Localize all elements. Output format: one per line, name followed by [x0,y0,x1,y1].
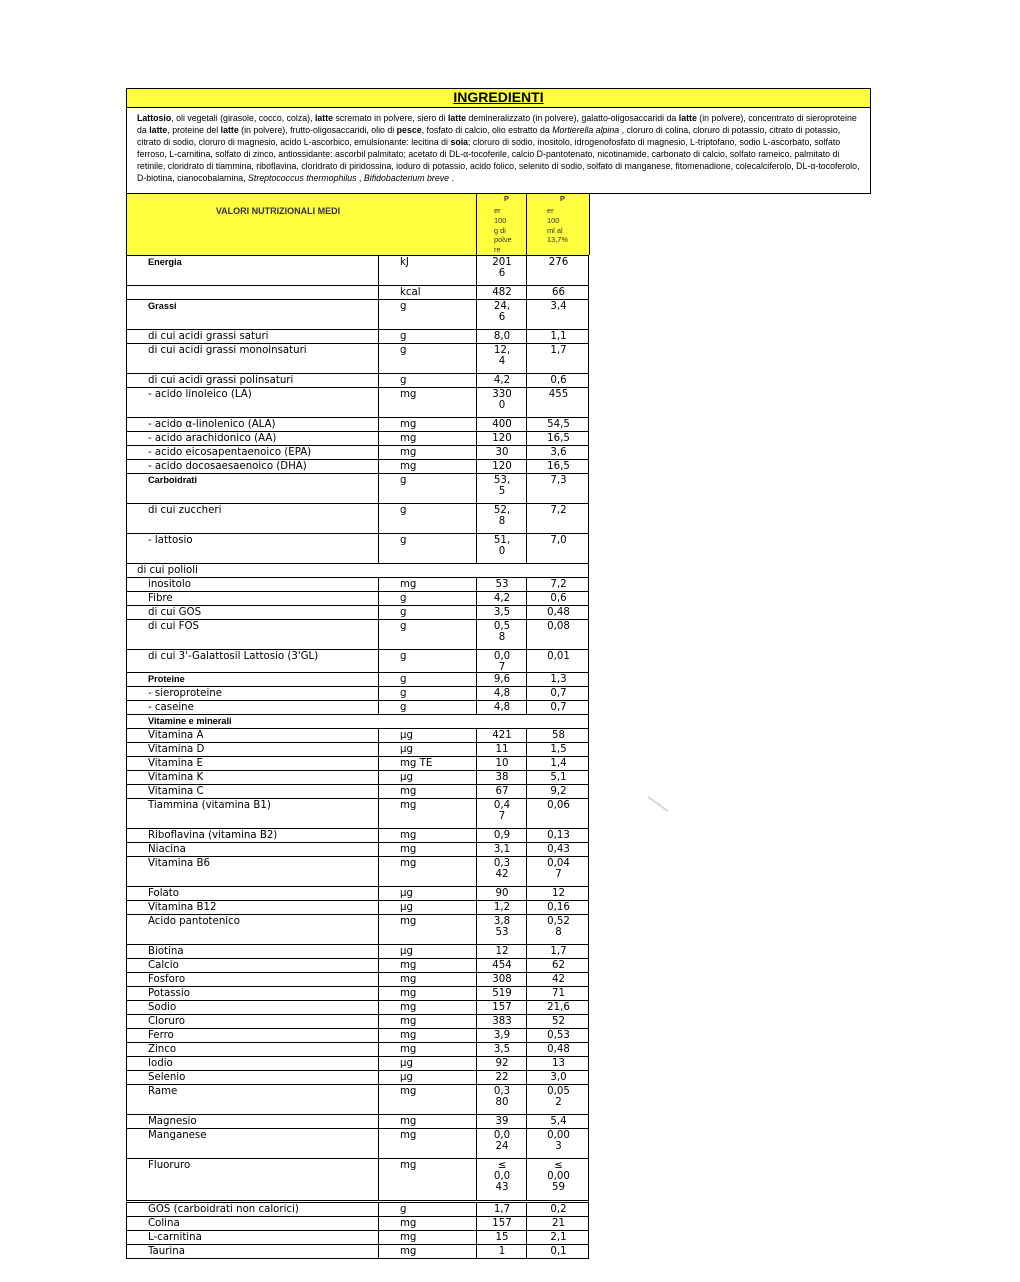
value-per-100ml: 1,1 [526,330,590,344]
table-row [126,446,589,460]
nutrient-name: Vitamina E [148,758,203,769]
value-per-100g: 454 [476,959,527,973]
value-per-100ml: 71 [526,987,590,1001]
ingredient-segment: latte [220,125,239,135]
value-per-100g: ≤ 0,0 43 [476,1159,527,1201]
nutrient-name: di cui 3'-Galattosil Lattosio (3'GL) [148,651,319,662]
nutrient-name: di cui acidi grassi polinsaturi [148,375,294,386]
nutrient-unit: µg [378,901,476,914]
nutrient-unit: mg [378,1115,476,1128]
value-per-100ml: 0,01 [526,650,590,673]
table-row [126,987,589,1001]
value-per-100g: 3,5 [476,606,527,620]
nutrient-unit: mg [378,1001,476,1014]
value-per-100g: 52, 8 [476,504,527,534]
nutrient-unit: g [378,374,476,387]
nutrient-name: inositolo [148,579,191,590]
nutrient-unit: µg [378,1071,476,1084]
value-per-100g: 3,8 53 [476,915,527,945]
value-per-100ml: 66 [526,286,590,300]
table-row [126,504,589,534]
value-per-100g: 0,9 [476,829,527,843]
value-per-100ml: 21 [526,1217,590,1231]
value-per-100ml: 3,0 [526,1071,590,1085]
per-100ml-header-rest: er 100 ml al 13,7% [547,206,568,245]
ingredients-box [126,88,871,194]
nutrient-name: - caseine [148,702,194,713]
value-per-100g: 0,3 42 [476,857,527,887]
nutrient-unit: g [378,344,476,373]
value-per-100g: 157 [476,1217,527,1231]
nutrient-name: - acido linoleico (LA) [148,389,252,400]
nutrient-unit: mg [378,973,476,986]
nutrient-name: Fibre [148,593,173,604]
ingredient-segment: demineralizzato (in polvere), galatto-oligosaccaridi da [466,113,679,123]
nutrient-name: Acido pantotenico [148,916,240,927]
nutrient-name: Taurina [148,1246,185,1257]
table-row [126,1071,589,1085]
table-row [126,474,589,504]
per-100ml-column-header [526,194,590,255]
nutrient-name: Rame [148,1086,178,1097]
value-per-100g: 0,3 80 [476,1085,527,1115]
ingredient-segment: . [449,173,454,183]
value-per-100ml: 7,2 [526,578,590,592]
ingredient-segment: Lattosio [137,113,172,123]
value-per-100ml: 455 [526,388,590,418]
nutrient-unit: g [378,650,476,672]
nutrient-name: Potassio [148,988,190,999]
value-per-100g: 4,2 [476,374,527,388]
table-row [126,344,589,374]
nutrient-name: Cloruro [148,1016,186,1027]
table-row [126,1115,589,1129]
nutrient-unit: mg [378,829,476,842]
value-per-100ml: 0,53 [526,1029,590,1043]
value-per-100g: 0,0 24 [476,1129,527,1159]
table-row [126,915,589,945]
value-per-100g: 8,0 [476,330,527,344]
table-row [126,715,589,729]
table-row [126,1057,589,1071]
value-per-100g: 12 [476,945,527,959]
nutrient-unit: mg [378,1217,476,1230]
nutrient-name: Energia [148,257,182,267]
value-per-100ml: 0,43 [526,843,590,857]
value-per-100ml: 16,5 [526,460,590,474]
value-per-100ml: 276 [526,256,590,286]
ingredient-segment: Bifidobacterium breve [363,173,449,183]
value-per-100g: 421 [476,729,527,743]
nutrient-name: Ferro [148,1030,174,1041]
nutrient-name: Tiammina (vitamina B1) [148,800,271,811]
nutrient-unit: mg [378,799,476,828]
nutrient-name: L-carnitina [148,1232,202,1243]
nutrient-unit: g [378,606,476,619]
nutrient-unit: mg TE [378,757,476,770]
table-row [126,843,589,857]
table-row [126,771,589,785]
value-per-100g: 24, 6 [476,300,527,330]
value-per-100g: 51, 0 [476,534,527,564]
nutrient-unit: µg [378,887,476,900]
value-per-100g: 53 [476,578,527,592]
table-row [126,1217,589,1231]
value-per-100g: 22 [476,1071,527,1085]
ingredient-segment: latte [314,113,334,123]
value-per-100ml: 0,05 2 [526,1085,590,1115]
table-row [126,673,589,687]
value-per-100ml: 3,4 [526,300,590,330]
nutrient-unit: mg [378,388,476,417]
value-per-100g: 67 [476,785,527,799]
value-per-100ml: 0,48 [526,1043,590,1057]
value-per-100ml: ≤ 0,00 59 [526,1159,590,1201]
ingredient-segment: latte [447,113,467,123]
ingredient-segment: Streptococcus thermophilus [248,173,357,183]
value-per-100ml: 0,7 [526,687,590,701]
table-row [126,887,589,901]
table-row [126,1001,589,1015]
table-row [126,1085,589,1115]
value-per-100g: 3,1 [476,843,527,857]
value-per-100g: 157 [476,1001,527,1015]
table-row [126,829,589,843]
value-per-100ml: 5,1 [526,771,590,785]
nutrient-unit: g [378,474,476,503]
value-per-100ml: 42 [526,973,590,987]
table-row [126,799,589,829]
nutrient-name: Vitamina B6 [148,858,210,869]
nutrient-unit: mg [378,1015,476,1028]
value-per-100ml: 0,52 8 [526,915,590,945]
table-row [126,945,589,959]
value-per-100g: 10 [476,757,527,771]
table-row [126,1159,589,1203]
value-per-100g: 92 [476,1057,527,1071]
nutrient-name: di cui zuccheri [148,505,222,516]
value-per-100g: 38 [476,771,527,785]
nutrient-unit: µg [378,743,476,756]
table-row [126,418,589,432]
nutrient-unit: g [378,592,476,605]
value-per-100ml: 3,6 [526,446,590,460]
nutrient-name: Colina [148,1218,180,1229]
table-row [126,330,589,344]
nutrient-unit: kcal [378,286,476,299]
nutrient-name: Vitamina K [148,772,204,783]
value-per-100ml: 0,06 [526,799,590,829]
value-per-100g: 9,6 [476,673,527,687]
ingredient-segment: , fosfato di calcio, olio estratto da [421,125,553,135]
ingredient-segment: latte [149,125,168,135]
value-per-100g: 330 0 [476,388,527,418]
value-per-100ml: 1,7 [526,344,590,374]
table-row [126,592,589,606]
nutrition-header-label: VALORI NUTRIZIONALI MEDI [215,206,341,216]
table-row [126,1043,589,1057]
value-per-100ml: 0,7 [526,701,590,715]
value-per-100g: 1,7 [476,1203,527,1217]
ingredient-segment: , oli vegetali (girasole, cocco, colza), [171,113,315,123]
nutrient-name: Sodio [148,1002,177,1013]
per-100ml-header-p: P [560,194,565,203]
value-per-100g: 39 [476,1115,527,1129]
value-per-100g: 519 [476,987,527,1001]
nutrition-table-header [126,194,589,256]
nutrient-name: Vitamina D [148,744,205,755]
table-row [126,1231,589,1245]
value-per-100g: 90 [476,887,527,901]
value-per-100g: 4,8 [476,701,527,715]
table-row [126,1015,589,1029]
per-100g-header-rest: er 100 g di polve re [494,206,512,255]
ingredient-segment: (in polvere), frutto-oligosaccaridi, olio di [238,125,397,135]
nutrient-unit: mg [378,857,476,886]
value-per-100ml: 7,3 [526,474,590,504]
ingredient-segment: ; cloruro di sodio, inositolo, idrogenofosfato di magnesio, L-triptofano, sodio L-ascorbato, solfato ferroso, L-carnitina, solfato di zinco, antiossidante: ascorbil palmitato; acetato di DL-α-tocoferile, calcio D-pantotenato, nicotinamide, carbonato di calcio, solfato rameico, palmitato di retinile, cloridrato di tiammina, riboflavina, cloridrato di piridossina, ioduro di potassio, acido folico, selenito di sodio, solfato di manganese, fitomenadione, colecalciferolo, DL-α-tocoferolo, D-biotina, cianocobalamina, [137,137,860,183]
nutrient-unit: g [378,1203,476,1216]
table-row [126,687,589,701]
per-100g-header-p: P [504,194,509,203]
nutrient-unit: g [378,534,476,563]
value-per-100g: 11 [476,743,527,757]
nutrient-unit: g [378,300,476,329]
nutrient-name: - lattosio [148,535,193,546]
value-per-100ml: 21,6 [526,1001,590,1015]
nutrient-unit: mg [378,1029,476,1042]
nutrient-name: di cui polioli [137,565,198,576]
value-per-100ml: 1,4 [526,757,590,771]
value-per-100ml: 0,04 7 [526,857,590,887]
value-per-100ml: 54,5 [526,418,590,432]
nutrient-unit: mg [378,1129,476,1158]
value-per-100g: 308 [476,973,527,987]
value-per-100ml: 58 [526,729,590,743]
value-per-100ml: 7,0 [526,534,590,564]
value-per-100ml: 7,2 [526,504,590,534]
ingredient-segment: (in polvere), concentrato di sieroproteine da [137,113,857,135]
value-per-100ml: 0,00 3 [526,1129,590,1159]
table-row [126,1245,589,1259]
nutrient-name: - sieroproteine [148,688,222,699]
nutrient-name: Zinco [148,1044,177,1055]
table-row [126,650,589,673]
table-row [126,578,589,592]
table-row [126,729,589,743]
value-per-100ml: 0,2 [526,1203,590,1217]
value-per-100ml: 1,7 [526,945,590,959]
value-per-100g: 4,8 [476,687,527,701]
value-per-100g: 15 [476,1231,527,1245]
nutrient-unit: g [378,330,476,343]
per-100g-column-header [476,194,526,255]
value-per-100ml: 0,1 [526,1245,590,1259]
value-per-100g: 0,0 7 [476,650,527,673]
nutrient-unit: µg [378,771,476,784]
nutrient-name: Vitamina B12 [148,902,217,913]
nutrient-name: - acido α-linolenico (ALA) [148,419,276,430]
nutrient-name: Niacina [148,844,186,855]
value-per-100g: 1,2 [476,901,527,915]
nutrient-unit: mg [378,843,476,856]
value-per-100ml: 2,1 [526,1231,590,1245]
nutrient-name: di cui acidi grassi monoinsaturi [148,345,307,356]
nutrient-unit: µg [378,1057,476,1070]
value-per-100g: 12, 4 [476,344,527,374]
value-per-100g: 3,5 [476,1043,527,1057]
table-row [126,286,589,300]
table-row [126,743,589,757]
value-per-100ml: 5,4 [526,1115,590,1129]
nutrient-name: Riboflavina (vitamina B2) [148,830,278,841]
nutrient-unit: mg [378,578,476,591]
value-per-100g: 383 [476,1015,527,1029]
value-per-100g: 0,4 7 [476,799,527,829]
ingredient-segment: Mortierella alpina [552,125,620,135]
ingredient-segment: , [356,173,364,183]
table-row [126,374,589,388]
table-row [126,460,589,474]
value-per-100ml: 0,48 [526,606,590,620]
table-row [126,757,589,771]
nutrient-name: Manganese [148,1130,207,1141]
table-row [126,959,589,973]
value-per-100g: 201 6 [476,256,527,286]
nutrient-name: Fosforo [148,974,186,985]
table-row [126,973,589,987]
value-per-100ml: 62 [526,959,590,973]
nutrient-unit: mg [378,1159,476,1200]
nutrient-unit: µg [378,729,476,742]
value-per-100ml: 1,3 [526,673,590,687]
value-per-100g: 120 [476,460,527,474]
nutrient-name: Fluoruro [148,1160,191,1171]
value-per-100ml: 16,5 [526,432,590,446]
nutrient-unit: mg [378,418,476,431]
table-row [126,1029,589,1043]
table-row [126,785,589,799]
value-per-100g: 120 [476,432,527,446]
nutrient-name: Proteine [148,674,185,684]
value-per-100ml: 0,6 [526,592,590,606]
ingredients-text [127,108,870,184]
table-row [126,620,589,650]
value-per-100ml: 0,08 [526,620,590,650]
nutrient-unit: kJ [378,256,476,285]
nutrient-name: di cui FOS [148,621,200,632]
value-per-100g: 4,2 [476,592,527,606]
nutrient-name: - acido eicosapentaenoico (EPA) [148,447,312,458]
value-per-100ml: 0,16 [526,901,590,915]
nutrient-name: di cui GOS [148,607,202,618]
value-per-100g: 1 [476,1245,527,1259]
nutrient-unit: g [378,673,476,686]
nutrient-unit: mg [378,785,476,798]
nutrient-name: GOS (carboidrati non calorici) [148,1204,299,1215]
nutrient-unit: g [378,701,476,714]
nutrient-unit: mg [378,1043,476,1056]
nutrient-unit: mg [378,915,476,944]
nutrient-name: - acido docosaesaenoico (DHA) [148,461,307,472]
nutrient-unit: mg [378,432,476,445]
nutrient-unit: g [378,687,476,700]
table-row [126,432,589,446]
table-row [126,1203,589,1217]
ingredients-title: INGREDIENTI [127,89,870,108]
table-row [126,256,589,286]
table-row [126,534,589,564]
value-per-100ml: 52 [526,1015,590,1029]
nutrient-name: di cui acidi grassi saturi [148,331,269,342]
nutrient-unit: mg [378,987,476,1000]
nutrient-name: Selenio [148,1072,186,1083]
value-per-100g: 400 [476,418,527,432]
table-row [126,1129,589,1159]
value-per-100ml: 0,6 [526,374,590,388]
nutrient-name: - acido arachidonico (AA) [148,433,277,444]
nutrient-name: Vitamine e minerali [148,716,232,726]
value-per-100ml: 0,13 [526,829,590,843]
value-per-100ml: 9,2 [526,785,590,799]
table-row [126,901,589,915]
ingredient-segment: soia [450,137,469,147]
scan-mark [647,796,668,811]
table-row [126,564,589,578]
nutrient-name: Grassi [148,301,177,311]
value-per-100ml: 13 [526,1057,590,1071]
nutrient-unit: mg [378,959,476,972]
table-row [126,857,589,887]
nutrient-unit: mg [378,446,476,459]
ingredient-segment: , cloruro di colina, cloruro di potassio, citrato di potassio, citrato di sodio, cloruro di magnesio, acido L-ascorbico, emulsionante: lecitina di [137,125,841,147]
nutrient-name: Folato [148,888,180,899]
nutrient-name: Vitamina A [148,730,204,741]
value-per-100g: 30 [476,446,527,460]
nutrient-name: Iodio [148,1058,173,1069]
ingredient-segment: latte [678,113,697,123]
nutrient-name: Carboidrati [148,475,198,485]
ingredient-segment: , proteine del [167,125,221,135]
nutrient-name: Biotina [148,946,184,957]
nutrient-unit: g [378,504,476,533]
nutrient-name: Calcio [148,960,179,971]
nutrient-name: Magnesio [148,1116,197,1127]
nutrient-name: Vitamina C [148,786,204,797]
value-per-100ml: 12 [526,887,590,901]
table-row [126,388,589,418]
value-per-100g: 3,9 [476,1029,527,1043]
table-row [126,606,589,620]
nutrient-unit: µg [378,945,476,958]
ingredient-segment: scremato in polvere, siero di [333,113,448,123]
nutrient-unit: mg [378,1085,476,1114]
value-per-100ml: 1,5 [526,743,590,757]
ingredient-segment: pesce [396,125,422,135]
value-per-100g: 0,5 8 [476,620,527,650]
value-per-100g: 53, 5 [476,474,527,504]
table-row [126,300,589,330]
nutrient-unit: mg [378,1231,476,1244]
nutrient-name [148,286,368,300]
nutrient-unit: g [378,620,476,649]
nutrient-unit: mg [378,1245,476,1258]
table-row [126,701,589,715]
nutrient-unit: mg [378,460,476,473]
value-per-100g: 482 [476,286,527,300]
